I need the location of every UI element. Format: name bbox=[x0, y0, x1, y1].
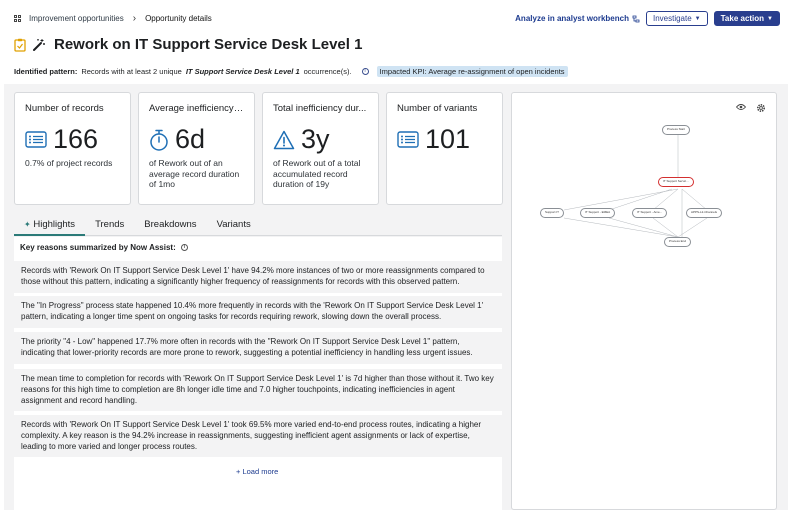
card-value-row bbox=[25, 124, 120, 155]
investigate-button[interactable] bbox=[646, 11, 708, 26]
caret-down-icon: ▼ bbox=[767, 15, 773, 22]
impacted-kpi-badge: Impacted KPI: Average re-assignment of open incidents bbox=[377, 66, 568, 77]
process-node-it-support-americas[interactable] bbox=[632, 208, 667, 218]
card-title: Number of variants bbox=[397, 103, 478, 114]
card-description: of Rework out of an average record duration of 1mo bbox=[149, 158, 240, 190]
reason-item: Records with 'Rework On IT Support Service Desk Level 1' have 94.2% more instances of two or more reassignments compared to those without this pattern, indicating a significantly higher frequency of reassignments for records with this observed pattern. bbox=[14, 261, 502, 293]
sparkle-icon: ✦ bbox=[24, 220, 31, 229]
tab-variants[interactable] bbox=[207, 218, 261, 236]
card-title: Average inefficiency ... bbox=[149, 103, 244, 114]
plus-icon: + bbox=[236, 467, 243, 476]
take-action-button[interactable] bbox=[714, 11, 780, 26]
card-value: 3y bbox=[301, 124, 330, 154]
key-reasons-title: Key reasons summarized by Now Assist: bbox=[20, 243, 176, 252]
title-row bbox=[14, 36, 362, 53]
process-node-it-support-emea[interactable] bbox=[580, 208, 615, 218]
node-label: IT Support - Ame... bbox=[637, 210, 663, 214]
caret-down-icon: ▼ bbox=[694, 15, 701, 22]
chevron-right-icon: › bbox=[132, 13, 137, 24]
key-reasons-header bbox=[20, 243, 188, 252]
tab-highlights[interactable] bbox=[14, 218, 85, 236]
tab-breakdowns[interactable] bbox=[134, 218, 206, 236]
card-value: 101 bbox=[425, 124, 471, 154]
workbench-icon bbox=[632, 15, 640, 23]
process-node-support-it[interactable] bbox=[540, 208, 564, 218]
node-label: IT Support Servic... bbox=[663, 179, 689, 183]
stopwatch-icon bbox=[149, 129, 169, 151]
clipboard-icon bbox=[14, 38, 26, 52]
tab-bar bbox=[14, 218, 502, 236]
load-more-button[interactable] bbox=[236, 467, 278, 476]
node-label: Process Start bbox=[667, 127, 686, 131]
card-number-of-variants bbox=[386, 92, 503, 205]
card-value-row bbox=[397, 124, 492, 155]
key-reasons-section bbox=[14, 237, 502, 510]
reason-item: Records with 'Rework On IT Support Service Desk Level 1' took 69.5% more varied end-to-end process routes, indicating a higher complexity. A key reason is the 94.2% increase in reassignments, suggesting inefficient agent assignments or lack of expertise, leading to more varied and longer process routes. bbox=[14, 415, 502, 457]
card-total-inefficiency bbox=[262, 92, 379, 205]
identified-pattern bbox=[14, 66, 568, 77]
process-node-end[interactable] bbox=[664, 237, 691, 247]
reason-item: The "In Progress" process state happened 10.4% more frequently in records with the 'Rework On IT Support Service Desk Level 1' pattern, indicating a longer time spent on ongoing tasks for records requiring rework, slowing down the overall process. bbox=[14, 296, 502, 328]
investigate-label: Investigate bbox=[652, 14, 692, 23]
take-action-label: Take action bbox=[720, 14, 765, 23]
info-icon[interactable]: i bbox=[181, 244, 188, 251]
node-label: APPS-L2-Channels bbox=[691, 210, 718, 214]
breadcrumb-improvement-opportunities[interactable]: Improvement opportunities bbox=[29, 14, 124, 23]
card-description: of Rework out of a total accumulated record duration of 19y bbox=[273, 158, 361, 190]
card-description: 0.7% of project records bbox=[25, 158, 113, 168]
breadcrumb-opportunity-details: Opportunity details bbox=[145, 14, 212, 23]
opportunities-icon bbox=[14, 15, 22, 23]
card-value: 166 bbox=[53, 124, 99, 154]
tab-label: Variants bbox=[216, 219, 251, 230]
load-more-label: Load more bbox=[242, 467, 279, 476]
list-icon bbox=[397, 131, 419, 148]
node-label: Process End bbox=[669, 239, 687, 243]
process-node-it-support-level-1[interactable] bbox=[658, 177, 694, 187]
reason-item: The mean time to completion for records with 'Rework On IT Support Service Desk Level 1' is 7d higher than those without it. Two key reasons for this high time to completion are 8h longer idle time and 7.0 higher touchpoints, indicating inefficiencies in agent assignment and record handling. bbox=[14, 369, 502, 411]
tab-label: Trends bbox=[95, 219, 125, 230]
reason-item: The priority "4 - Low" happened 17.7% more often in records with the "Rework On IT Support Service Desk Level 1" pattern, indicating that lower-priority records are more prone to rework, suggesting a potential inefficiency in handling less urgent issues. bbox=[14, 332, 502, 364]
node-label: IT Support - EMEA bbox=[585, 210, 611, 214]
top-bar bbox=[0, 0, 792, 36]
process-map-edges bbox=[512, 93, 778, 510]
breadcrumb bbox=[14, 13, 212, 24]
card-title: Total inefficiency dur... bbox=[273, 103, 367, 114]
process-node-apps-l2-channels[interactable] bbox=[686, 208, 722, 218]
card-number-of-records bbox=[14, 92, 131, 205]
process-node-start[interactable] bbox=[662, 125, 690, 135]
card-title: Number of records bbox=[25, 103, 104, 114]
pattern-text-after: occurrence(s). bbox=[303, 67, 352, 76]
list-icon bbox=[25, 131, 47, 148]
page-title: Rework on IT Support Service Desk Level 1 bbox=[54, 36, 363, 53]
analyze-workbench-link[interactable] bbox=[515, 14, 640, 23]
card-value-row bbox=[149, 124, 244, 155]
card-average-inefficiency bbox=[138, 92, 255, 205]
tab-trends[interactable] bbox=[85, 218, 134, 236]
node-label: Support IT bbox=[545, 210, 560, 214]
card-value: 6d bbox=[175, 124, 206, 154]
info-icon[interactable]: i bbox=[362, 68, 369, 75]
tab-label: Highlights bbox=[33, 219, 76, 230]
pattern-label: Identified pattern: bbox=[14, 67, 78, 76]
card-value-row bbox=[273, 124, 368, 155]
analyze-workbench-label: Analyze in analyst workbench bbox=[515, 14, 629, 23]
warning-icon bbox=[273, 130, 295, 150]
process-map-panel bbox=[511, 92, 777, 510]
top-actions bbox=[515, 11, 780, 26]
magic-wand-icon bbox=[32, 38, 46, 52]
pattern-text-before: Records with at least 2 unique bbox=[81, 67, 182, 76]
pattern-text-emphasis: IT Support Service Desk Level 1 bbox=[185, 67, 300, 76]
tab-label: Breakdowns bbox=[144, 219, 197, 230]
